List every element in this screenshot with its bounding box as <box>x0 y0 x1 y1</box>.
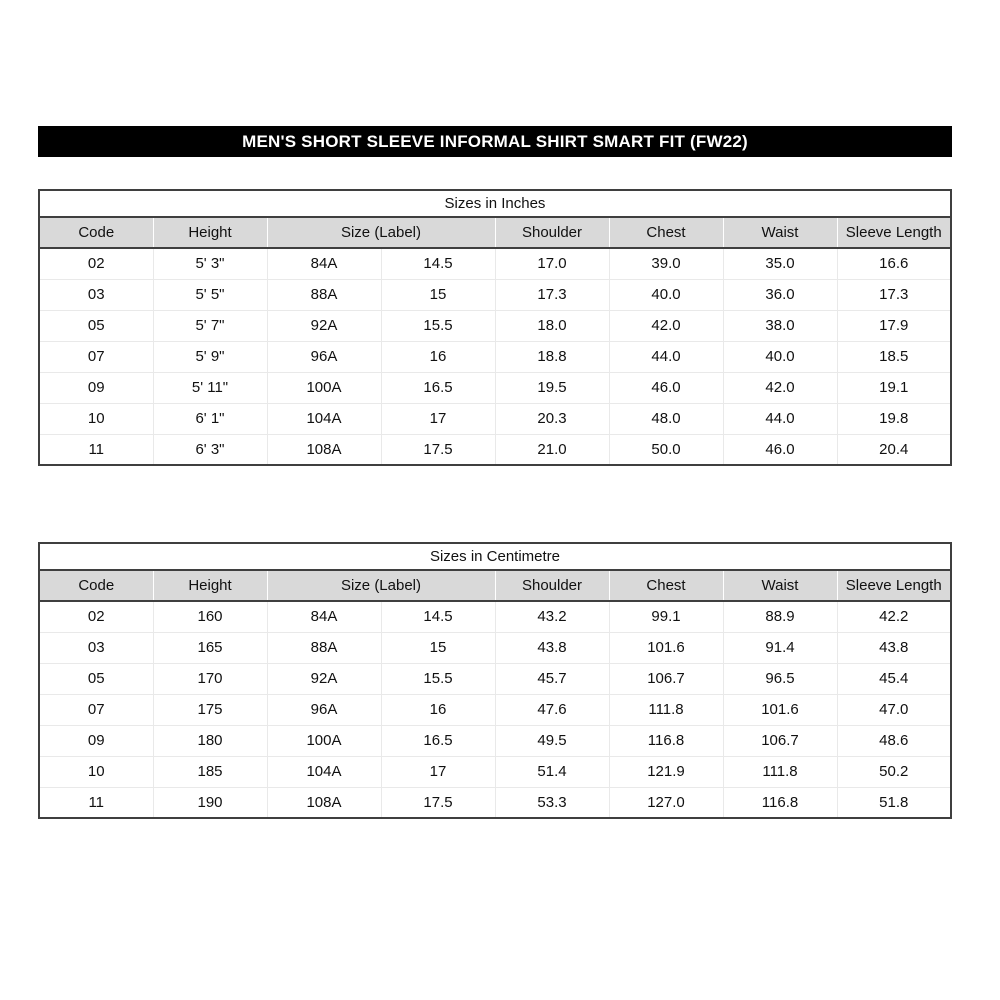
table-cell: 101.6 <box>723 694 837 725</box>
table-cell: 21.0 <box>495 434 609 465</box>
table-cell: 84A <box>267 248 381 279</box>
table-cell: 84A <box>267 601 381 632</box>
table-cell: 19.1 <box>837 372 951 403</box>
table-cell: 51.4 <box>495 756 609 787</box>
table-cell: 05 <box>39 310 153 341</box>
table-cell: 16 <box>381 694 495 725</box>
table-cell: 88A <box>267 279 381 310</box>
column-header: Height <box>153 570 267 601</box>
table-cell: 15 <box>381 279 495 310</box>
table-row <box>39 694 951 725</box>
table-cell: 02 <box>39 248 153 279</box>
table-row <box>39 756 951 787</box>
table-cell: 20.3 <box>495 403 609 434</box>
table-cell: 14.5 <box>381 248 495 279</box>
table-row <box>39 725 951 756</box>
table-cell: 17 <box>381 403 495 434</box>
table-caption: Sizes in Centimetre <box>39 543 951 570</box>
sizes-in-inches-table <box>38 189 952 466</box>
table-cell: 100A <box>267 372 381 403</box>
table-cell: 09 <box>39 725 153 756</box>
table-cell: 180 <box>153 725 267 756</box>
table-cell: 101.6 <box>609 632 723 663</box>
table-cell: 10 <box>39 756 153 787</box>
table-cell: 48.6 <box>837 725 951 756</box>
table-cell: 47.0 <box>837 694 951 725</box>
table-cell: 106.7 <box>609 663 723 694</box>
page-title: MEN'S SHORT SLEEVE INFORMAL SHIRT SMART FIT (FW22) <box>38 126 952 157</box>
column-header: Sleeve Length <box>837 217 951 248</box>
column-header: Code <box>39 217 153 248</box>
table-cell: 16.5 <box>381 725 495 756</box>
table-row <box>39 632 951 663</box>
table-cell: 127.0 <box>609 787 723 818</box>
table-cell: 5' 3" <box>153 248 267 279</box>
table-cell: 36.0 <box>723 279 837 310</box>
table-cell: 16.5 <box>381 372 495 403</box>
table-cell: 46.0 <box>723 434 837 465</box>
table-cell: 19.5 <box>495 372 609 403</box>
column-header: Chest <box>609 217 723 248</box>
table-cell: 92A <box>267 663 381 694</box>
table-cell: 45.7 <box>495 663 609 694</box>
table-cell: 03 <box>39 279 153 310</box>
table-cell: 40.0 <box>609 279 723 310</box>
table-cell: 49.5 <box>495 725 609 756</box>
table-cell: 17.3 <box>837 279 951 310</box>
table-cell: 02 <box>39 601 153 632</box>
table-cell: 99.1 <box>609 601 723 632</box>
table-cell: 16 <box>381 341 495 372</box>
table-cell: 18.8 <box>495 341 609 372</box>
table-cell: 45.4 <box>837 663 951 694</box>
table-cell: 44.0 <box>723 403 837 434</box>
table-cell: 11 <box>39 434 153 465</box>
table-cell: 48.0 <box>609 403 723 434</box>
table-cell: 17 <box>381 756 495 787</box>
table-cell: 15 <box>381 632 495 663</box>
table-cell: 5' 7" <box>153 310 267 341</box>
sizes-in-centimetre-table <box>38 542 952 819</box>
column-header: Size (Label) <box>267 217 495 248</box>
table-header-row <box>39 570 951 601</box>
table-cell: 190 <box>153 787 267 818</box>
table-cell: 92A <box>267 310 381 341</box>
column-header: Sleeve Length <box>837 570 951 601</box>
column-header: Chest <box>609 570 723 601</box>
table-cell: 20.4 <box>837 434 951 465</box>
table-cell: 42.0 <box>723 372 837 403</box>
table-cell: 16.6 <box>837 248 951 279</box>
table-header-row <box>39 217 951 248</box>
table-cell: 5' 11" <box>153 372 267 403</box>
table-caption: Sizes in Inches <box>39 190 951 217</box>
table-cell: 05 <box>39 663 153 694</box>
table-cell: 96.5 <box>723 663 837 694</box>
table-cell: 42.2 <box>837 601 951 632</box>
table-cell: 35.0 <box>723 248 837 279</box>
table-cell: 91.4 <box>723 632 837 663</box>
table-cell: 40.0 <box>723 341 837 372</box>
column-header: Code <box>39 570 153 601</box>
column-header: Waist <box>723 570 837 601</box>
table-cell: 108A <box>267 434 381 465</box>
table-row <box>39 403 951 434</box>
table-cell: 51.8 <box>837 787 951 818</box>
table-cell: 121.9 <box>609 756 723 787</box>
table-cell: 39.0 <box>609 248 723 279</box>
table-cell: 44.0 <box>609 341 723 372</box>
table-cell: 07 <box>39 694 153 725</box>
table-cell: 170 <box>153 663 267 694</box>
table-row <box>39 341 951 372</box>
table-cell: 50.0 <box>609 434 723 465</box>
table-row <box>39 279 951 310</box>
table-cell: 111.8 <box>723 756 837 787</box>
table-cell: 111.8 <box>609 694 723 725</box>
table-row <box>39 601 951 632</box>
column-header: Shoulder <box>495 217 609 248</box>
column-header: Shoulder <box>495 570 609 601</box>
column-header: Height <box>153 217 267 248</box>
table-cell: 07 <box>39 341 153 372</box>
table-cell: 6' 1" <box>153 403 267 434</box>
table-cell: 160 <box>153 601 267 632</box>
table-cell: 175 <box>153 694 267 725</box>
table-row <box>39 310 951 341</box>
table-cell: 116.8 <box>609 725 723 756</box>
table-cell: 53.3 <box>495 787 609 818</box>
table-cell: 96A <box>267 694 381 725</box>
table-cell: 17.0 <box>495 248 609 279</box>
table-cell: 10 <box>39 403 153 434</box>
table-cell: 106.7 <box>723 725 837 756</box>
table-cell: 165 <box>153 632 267 663</box>
table-cell: 43.8 <box>495 632 609 663</box>
table-cell: 17.9 <box>837 310 951 341</box>
table-cell: 14.5 <box>381 601 495 632</box>
table-cell: 42.0 <box>609 310 723 341</box>
table-row <box>39 663 951 694</box>
table-cell: 96A <box>267 341 381 372</box>
table-caption-row <box>39 543 951 570</box>
table-cell: 88.9 <box>723 601 837 632</box>
table-row <box>39 248 951 279</box>
table-cell: 116.8 <box>723 787 837 818</box>
table-cell: 185 <box>153 756 267 787</box>
table-cell: 104A <box>267 756 381 787</box>
table-cell: 03 <box>39 632 153 663</box>
table-cell: 50.2 <box>837 756 951 787</box>
table-cell: 5' 9" <box>153 341 267 372</box>
table-cell: 18.0 <box>495 310 609 341</box>
table-cell: 43.2 <box>495 601 609 632</box>
table-cell: 38.0 <box>723 310 837 341</box>
table-row <box>39 787 951 818</box>
table-cell: 88A <box>267 632 381 663</box>
table-cell: 47.6 <box>495 694 609 725</box>
table-row <box>39 372 951 403</box>
size-chart-page <box>38 126 952 819</box>
column-header: Waist <box>723 217 837 248</box>
table-cell: 17.3 <box>495 279 609 310</box>
table-cell: 43.8 <box>837 632 951 663</box>
table-cell: 17.5 <box>381 787 495 818</box>
table-caption-row <box>39 190 951 217</box>
column-header: Size (Label) <box>267 570 495 601</box>
table-cell: 11 <box>39 787 153 818</box>
table-cell: 6' 3" <box>153 434 267 465</box>
table-cell: 15.5 <box>381 310 495 341</box>
table-cell: 18.5 <box>837 341 951 372</box>
table-cell: 104A <box>267 403 381 434</box>
table-cell: 19.8 <box>837 403 951 434</box>
table-cell: 108A <box>267 787 381 818</box>
table-cell: 100A <box>267 725 381 756</box>
table-cell: 46.0 <box>609 372 723 403</box>
table-cell: 5' 5" <box>153 279 267 310</box>
table-row <box>39 434 951 465</box>
table-cell: 09 <box>39 372 153 403</box>
table-cell: 15.5 <box>381 663 495 694</box>
table-cell: 17.5 <box>381 434 495 465</box>
